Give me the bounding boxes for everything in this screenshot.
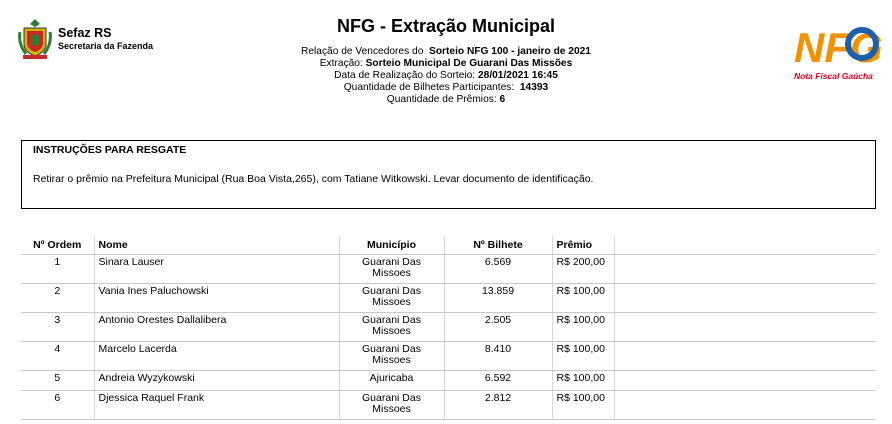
instructions-heading: INSTRUÇÕES PARA RESGATE (33, 144, 187, 156)
cell-municipio: Guarani Das Missoes (339, 341, 444, 370)
relacao-label: Relação de Vencedores do (301, 46, 424, 57)
cell-municipio: Guarani Das Missoes (339, 390, 444, 419)
cell-bilhete: 8.410 (444, 341, 552, 370)
cell-municipio: Guarani Das Missoes (339, 283, 444, 312)
data-value: 28/01/2021 16:45 (477, 70, 558, 81)
extracao-line (0, 58, 892, 70)
cell-bilhete: 2.505 (444, 312, 552, 341)
page-title: NFG - Extração Municipal (336, 16, 556, 36)
cell-ordem: 3 (21, 312, 94, 341)
cell-premio: R$ 100,00 (552, 390, 614, 419)
cell-ordem: 6 (21, 390, 94, 419)
col-bilhete: Nº Bilhete (444, 236, 552, 254)
cell-ordem: 5 (21, 370, 94, 390)
org-subtitle: Secretaria da Fazenda (58, 41, 154, 51)
cell-nome: Djessica Raquel Frank (94, 390, 339, 419)
cell-premio: R$ 100,00 (552, 312, 614, 341)
col-nome: Nome (94, 236, 339, 254)
cell-municipio: Guarani Das Missoes (339, 312, 444, 341)
table-row (21, 370, 876, 390)
col-spacer (614, 236, 876, 254)
extracao-label: Extração: (319, 58, 363, 69)
bilhetes-label: Quantidade de Bilhetes Participantes: (343, 82, 515, 93)
winners-table (21, 236, 876, 420)
nfg-logo (790, 16, 885, 86)
table-row (21, 341, 876, 370)
table-row (21, 390, 876, 419)
cell-premio: R$ 200,00 (552, 254, 614, 283)
table-row (21, 312, 876, 341)
cell-bilhete: 13.859 (444, 283, 552, 312)
col-municipio: Município (339, 236, 444, 254)
cell-bilhete: 6.592 (444, 370, 552, 390)
bilhetes-line (0, 82, 892, 94)
cell-nome: Marcelo Lacerda (94, 341, 339, 370)
cell-nome: Andreia Wyzykowski (94, 370, 339, 390)
data-label: Data de Realização do Sorteio: (334, 70, 476, 81)
table-row (21, 283, 876, 312)
cell-bilhete: 2.812 (444, 390, 552, 419)
cell-nome: Vania Ines Paluchowski (94, 283, 339, 312)
cell-ordem: 4 (21, 341, 94, 370)
instructions-text: Retirar o prêmio na Prefeitura Municipal (Rua Boa Vista,265), com Tatiane Witkowski. Levar documento de identificação. (33, 173, 594, 185)
table-header-row (21, 236, 876, 254)
data-line (0, 70, 892, 82)
nfg-caption: Nota Fiscal Gaúcha (794, 71, 873, 81)
cell-premio: R$ 100,00 (552, 370, 614, 390)
relacao-value: Sorteio NFG 100 - janeiro de 2021 (429, 46, 591, 57)
nfg-logo-icon (790, 16, 885, 72)
premios-value: 6 (499, 94, 506, 105)
cell-nome: Antonio Orestes Dallalibera (94, 312, 339, 341)
org-name: Sefaz RS (58, 26, 112, 40)
cell-municipio: Ajuricaba (339, 370, 444, 390)
premios-label: Quantidade de Prêmios: (386, 94, 497, 105)
cell-bilhete: 6.569 (444, 254, 552, 283)
premios-line (0, 94, 892, 106)
cell-ordem: 2 (21, 283, 94, 312)
col-ordem: Nº Ordem (21, 236, 94, 254)
cell-premio: R$ 100,00 (552, 341, 614, 370)
relacao-line (0, 46, 892, 58)
col-premio: Prêmio (552, 236, 614, 254)
cell-ordem: 1 (21, 254, 94, 283)
instructions-box (21, 140, 876, 209)
cell-municipio: Guarani Das Missoes (339, 254, 444, 283)
table-row (21, 254, 876, 283)
cell-nome: Sinara Lauser (94, 254, 339, 283)
cell-premio: R$ 100,00 (552, 283, 614, 312)
bilhetes-value: 14393 (519, 82, 549, 93)
nfg-logo-text: NFG (794, 24, 883, 71)
extracao-value: Sorteio Municipal De Guarani Das Missões (365, 58, 573, 69)
